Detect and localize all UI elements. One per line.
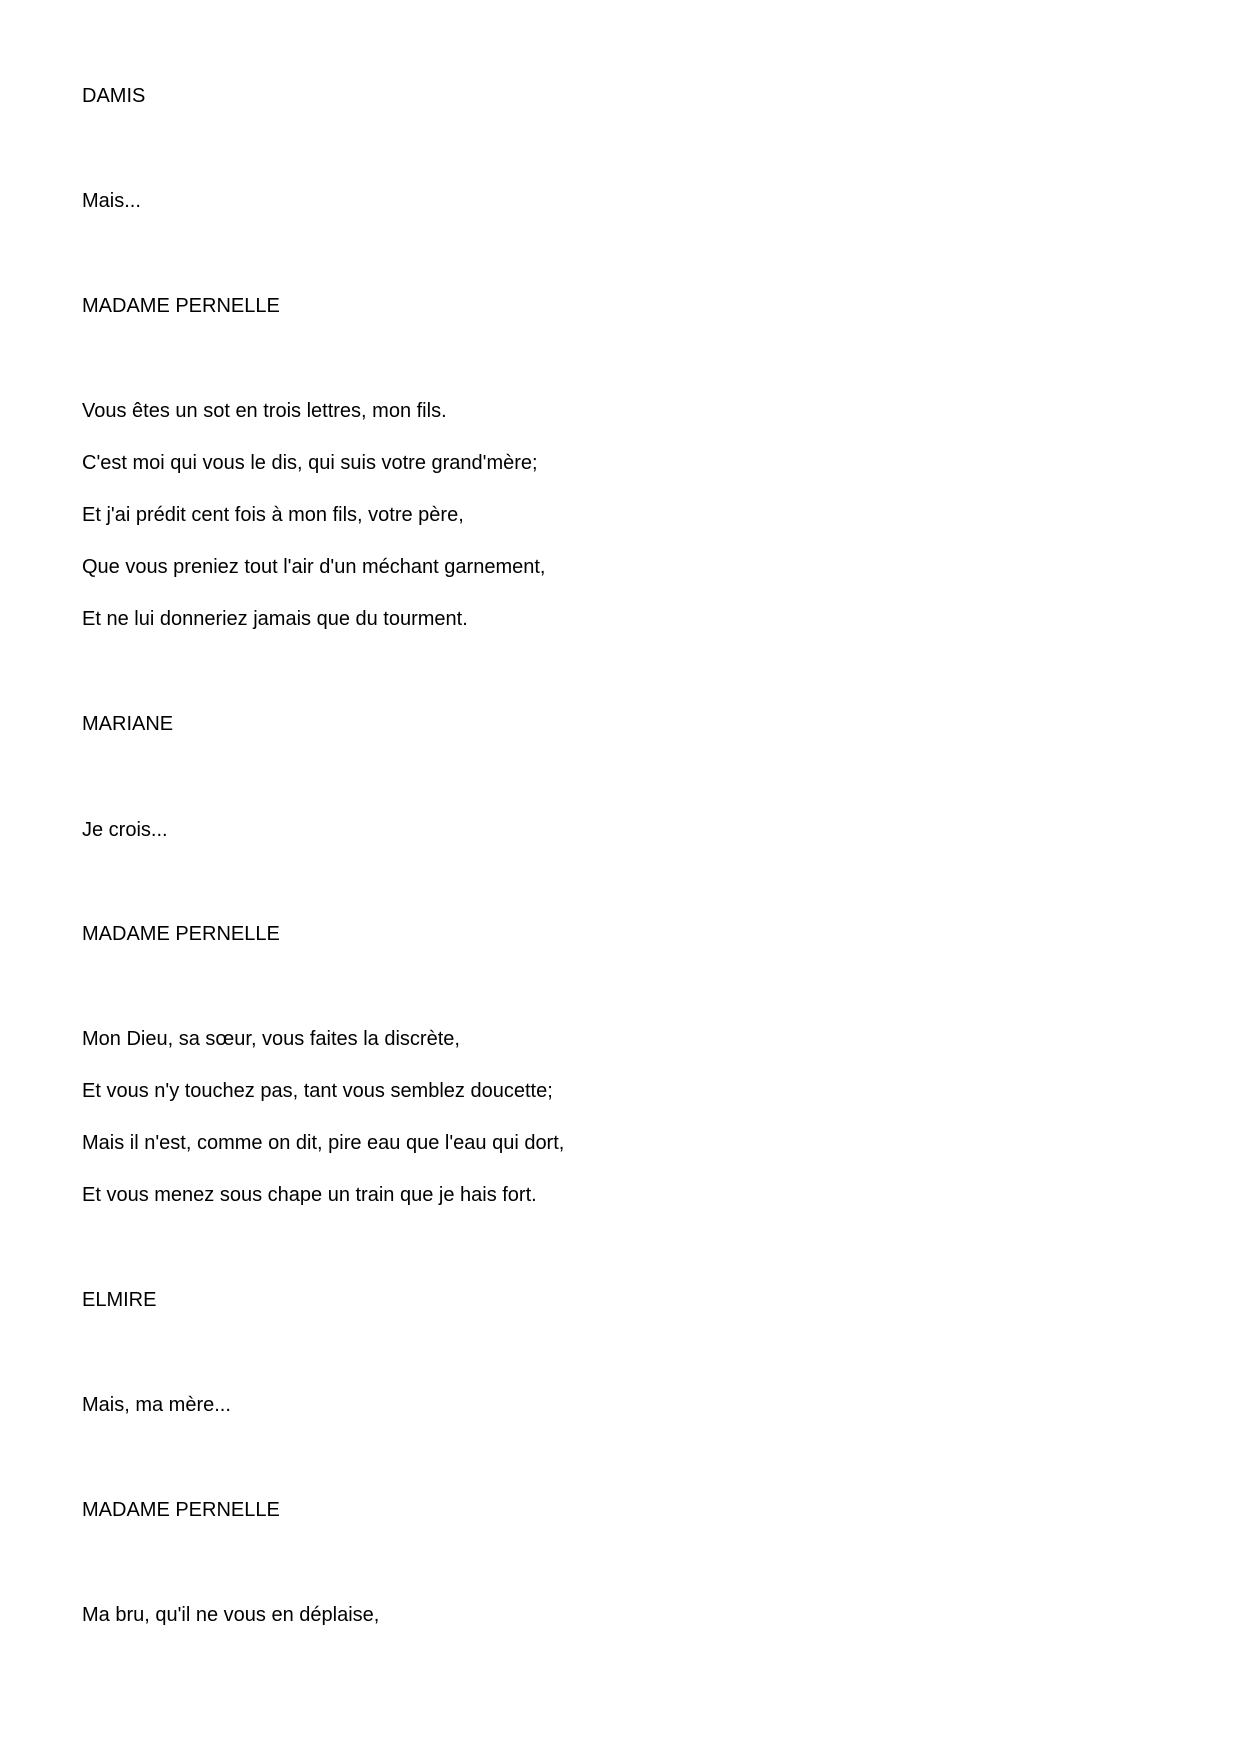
dialogue-line: Mon Dieu, sa sœur, vous faites la discrète, (82, 1028, 460, 1050)
speaker-name: MADAME PERNELLE (82, 923, 280, 945)
speaker-name: ELMIRE (82, 1289, 157, 1311)
dialogue-line: Et j'ai prédit cent fois à mon fils, votre père, (82, 504, 464, 526)
speaker-name: DAMIS (82, 85, 146, 107)
dialogue-line: Que vous preniez tout l'air d'un méchant garnement, (82, 556, 546, 578)
speaker-name: MADAME PERNELLE (82, 1499, 280, 1521)
dialogue-line: Et vous n'y touchez pas, tant vous semblez doucette; (82, 1080, 553, 1102)
dialogue-line: Mais il n'est, comme on dit, pire eau que l'eau qui dort, (82, 1132, 565, 1154)
dialogue-line: Mais, ma mère... (82, 1394, 231, 1416)
speaker-name: MADAME PERNELLE (82, 295, 280, 317)
dialogue-line: Ma bru, qu'il ne vous en déplaise, (82, 1604, 380, 1626)
dialogue-line: Et ne lui donneriez jamais que du tourment. (82, 608, 468, 630)
dialogue-line: Mais... (82, 190, 141, 212)
speaker-name: MARIANE (82, 713, 174, 735)
dialogue-line: Je crois... (82, 819, 168, 841)
dialogue-line: Et vous menez sous chape un train que je hais fort. (82, 1184, 537, 1206)
dialogue-line: Vous êtes un sot en trois lettres, mon fils. (82, 400, 447, 422)
dialogue-line: C'est moi qui vous le dis, qui suis votre grand'mère; (82, 452, 538, 474)
